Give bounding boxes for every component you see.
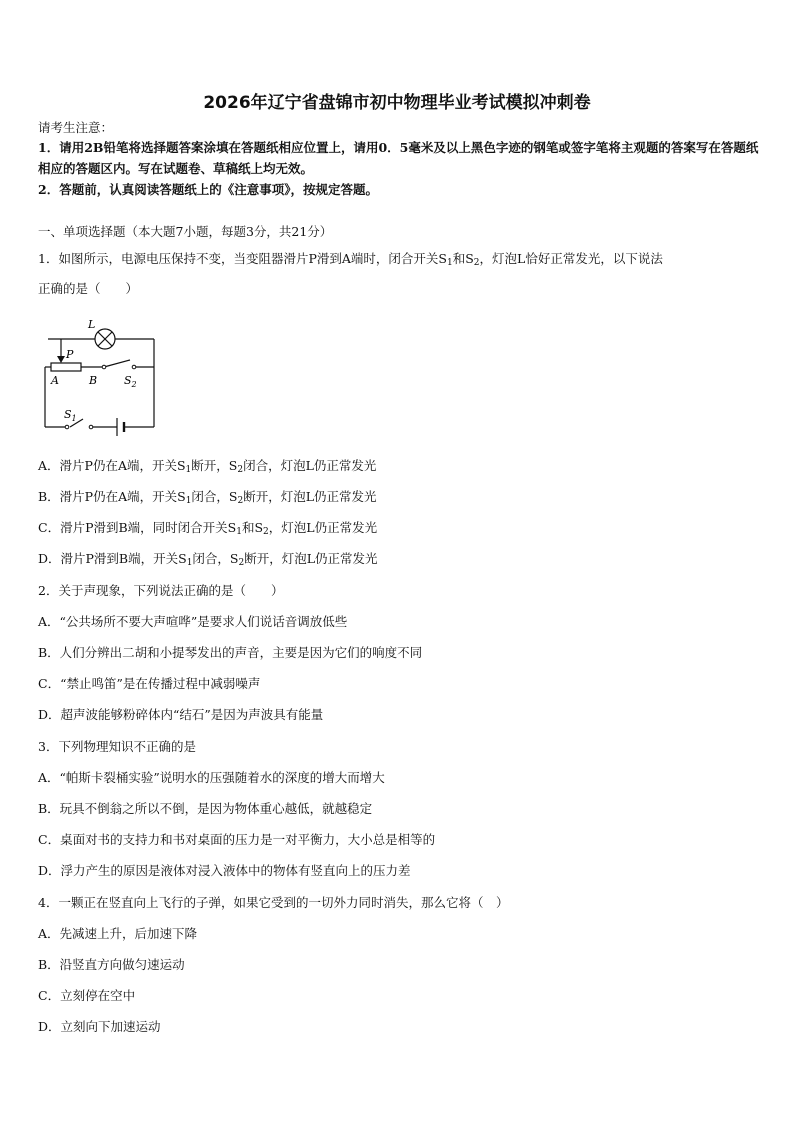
notice-heading: 请考生注意： bbox=[38, 120, 114, 135]
question-4-option-a: A．先减速上升，后加速下降 bbox=[38, 926, 198, 941]
question-4-stem: 4．一颗正在竖直向上飞行的子弹，如果它受到的一切外力同时消失，那么它将（ ） bbox=[38, 895, 509, 910]
question-3-option-a: A．“帕斯卡裂桶实验”说明水的压强随着水的深度的增大而增大 bbox=[38, 770, 385, 785]
label-P: P bbox=[66, 348, 74, 361]
question-2-option-b: B．人们分辨出二胡和小提琴发出的声音，主要是因为它们的响度不同 bbox=[38, 645, 423, 660]
label-S1: $S_1$ bbox=[64, 408, 77, 423]
question-4-option-d: D．立刻向下加速运动 bbox=[38, 1019, 161, 1034]
section-heading: 一、单项选择题（本大题7小题，每题3分，共21分） bbox=[38, 224, 333, 239]
question-3-option-c: C．桌面对书的支持力和书对桌面的压力是一对平衡力，大小总是相等的 bbox=[38, 832, 436, 847]
rheostat-symbol bbox=[51, 363, 81, 371]
notice-item-2: 2．答题前，认真阅读答题纸上的《注意事项》，按规定答题。 bbox=[38, 182, 378, 197]
question-2-option-c: C．“禁止鸣笛”是在传播过程中减弱噪声 bbox=[38, 676, 261, 691]
question-3-option-d: D．浮力产生的原因是液体对浸入液体中的物体有竖直向上的压力差 bbox=[38, 863, 411, 878]
question-1-option-c: C．滑片P滑到B端，同时闭合开关$S_1$和$S_2$，灯泡L仍正常发光 bbox=[38, 520, 378, 537]
question-4-option-c: C．立刻停在空中 bbox=[38, 988, 136, 1003]
question-2-option-d: D．超声波能够粉碎体内“结石”是因为声波具有能量 bbox=[38, 707, 324, 722]
question-3-option-b: B．玩具不倒翁之所以不倒，是因为物体重心越低，就越稳定 bbox=[38, 801, 373, 816]
label-L: L bbox=[88, 318, 96, 331]
question-1-option-d: D．滑片P滑到B端，开关$S_1$闭合，$S_2$断开，灯泡L仍正常发光 bbox=[38, 551, 378, 568]
question-1-option-a: A．滑片P仍在A端，开关$S_1$断开，$S_2$闭合，灯泡L仍正常发光 bbox=[38, 458, 377, 475]
notice-item-1: 1．请用2B铅笔将选择题答案涂填在答题纸相应位置上，请用0．5毫米及以上黑色字迹的钢笔或签字笔将主观题的答案写在答题纸相应的答题区内。写在试题卷、草稿纸上均无效。 bbox=[38, 140, 759, 176]
label-A: A bbox=[51, 374, 59, 387]
question-1-stem-line2: 正确的是（ ） bbox=[38, 281, 139, 296]
label-S2: $S_2$ bbox=[124, 374, 137, 389]
circuit-diagram bbox=[38, 312, 168, 442]
exam-title: 2026年辽宁省盘锦市初中物理毕业考试模拟冲刺卷 bbox=[203, 93, 591, 113]
question-2-option-a: A．“公共场所不要大声喧哗”是要求人们说话音调放低些 bbox=[38, 614, 348, 629]
question-3-stem: 3．下列物理知识不正确的是 bbox=[38, 739, 196, 754]
question-4-option-b: B．沿竖直方向做匀速运动 bbox=[38, 957, 185, 972]
question-1-stem: 1．如图所示，电源电压保持不变，当变阻器滑片P滑到A端时，闭合开关$S_1$和$S_2$，灯泡L恰好正常发光，以下说法 bbox=[38, 251, 663, 268]
label-B: B bbox=[89, 374, 98, 387]
question-1-option-b: B．滑片P仍在A端，开关$S_1$闭合，$S_2$断开，灯泡L仍正常发光 bbox=[38, 489, 377, 506]
question-2-stem: 2．关于声现象，下列说法正确的是（ ） bbox=[38, 583, 284, 598]
